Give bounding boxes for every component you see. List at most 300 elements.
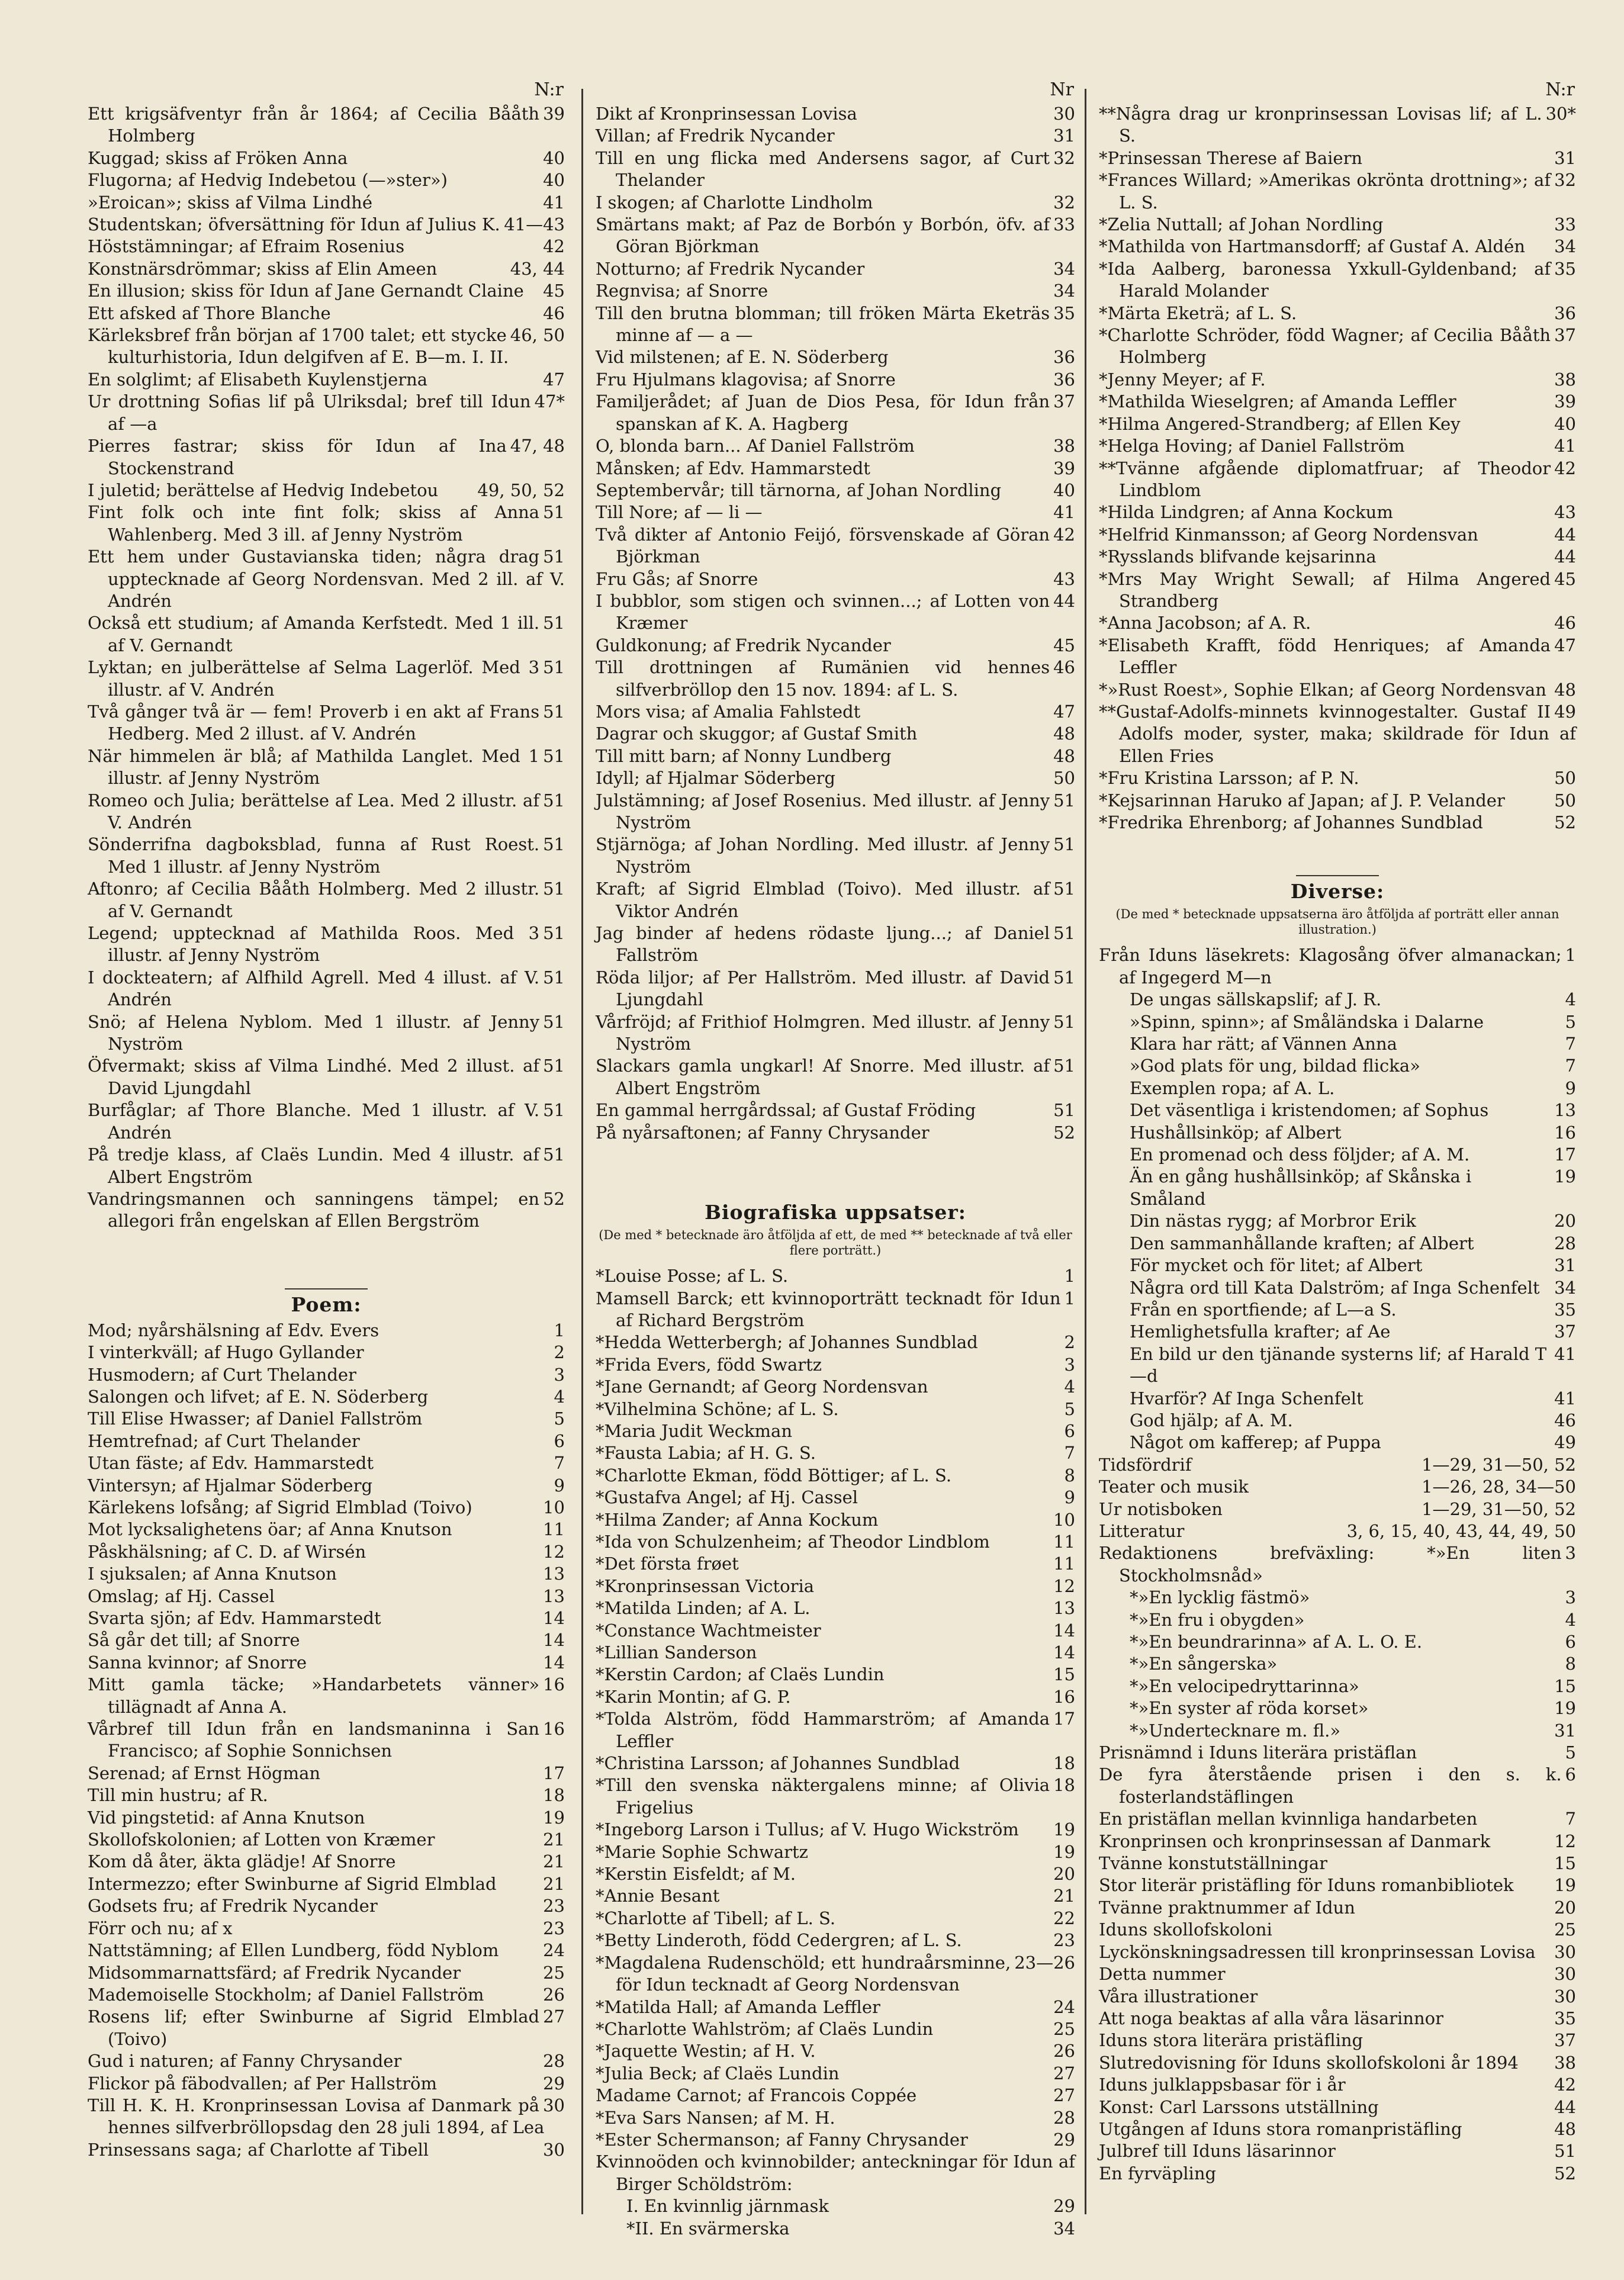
index-entry xyxy=(1099,1742,1576,1764)
entry-title: I sjuksalen; af Anna Knutson xyxy=(88,1564,337,1584)
entry-title: Rosens lif; efter Swinburne af Sigrid Elmblad (Toivo) xyxy=(88,2006,540,2049)
index-entry xyxy=(596,1664,1075,1686)
entry-title: **Tvänne afgående diplomatfruar; af Theodor Lindblom xyxy=(1099,458,1551,500)
entry-number: 51 xyxy=(543,745,565,766)
entry-title: *Mathilda von Hartmansdorff; af Gustaf A. Aldén xyxy=(1099,236,1525,257)
entry-title: Romeo och Julia; berättelse af Lea. Med 2 illustr. af V. Andrén xyxy=(88,790,540,832)
section-biographies-cont xyxy=(1099,103,1576,834)
index-entry xyxy=(596,2129,1075,2151)
entry-number: 48 xyxy=(1053,723,1075,744)
entry-number: 19 xyxy=(1053,1841,1075,1862)
entry-title: *Mathilda Wieselgren; af Amanda Leffler xyxy=(1099,391,1456,412)
index-entry xyxy=(1099,1388,1576,1410)
index-entry xyxy=(88,745,565,790)
index-entry xyxy=(88,147,565,169)
entry-number: 20 xyxy=(1554,1897,1576,1918)
index-entry xyxy=(596,369,1075,391)
entry-title: Mot lycksalighetens öar; af Anna Knutson xyxy=(88,1519,452,1540)
index-entry xyxy=(596,303,1075,347)
entry-title: *Annie Besant xyxy=(596,1886,720,1906)
section-poems-cont xyxy=(596,103,1075,1144)
entry-number: 32 xyxy=(1053,147,1075,168)
entry-number: 41 xyxy=(1554,1343,1576,1364)
entry-title: Månsken; af Edv. Hammarstedt xyxy=(596,458,870,478)
entry-number: 6 xyxy=(1565,1632,1576,1652)
entry-number: 13 xyxy=(543,1564,565,1584)
entry-number: 30 xyxy=(1554,1964,1576,1985)
entry-title: *Charlotte af Tibell; af L. S. xyxy=(596,1908,836,1928)
entry-title: Ur drottning Sofias lif på Ulriksdal; bref till Idun af —a xyxy=(88,391,531,434)
entry-number: 37 xyxy=(1053,391,1075,412)
entry-title: Smärtans makt; af Paz de Borbón y Borbón, öfv. af Göran Björkman xyxy=(596,214,1050,257)
index-entry xyxy=(1099,458,1576,502)
index-entry xyxy=(1099,214,1576,236)
index-entry xyxy=(88,2006,565,2050)
entry-number: 18 xyxy=(1053,1775,1075,1796)
index-entry xyxy=(1099,1454,1576,1476)
entry-number: 31 xyxy=(1554,1255,1576,1276)
index-entry xyxy=(596,1531,1075,1553)
index-entry xyxy=(596,1011,1075,1056)
entry-number: 51 xyxy=(543,701,565,722)
entry-title: Kronprinsen och kronprinsessan af Danmark xyxy=(1099,1831,1491,1851)
index-entry xyxy=(596,701,1075,723)
index-entry xyxy=(88,1144,565,1188)
index-entry xyxy=(1099,324,1576,369)
entry-number: 14 xyxy=(543,1630,565,1651)
index-entry xyxy=(88,2073,565,2095)
index-entry xyxy=(1099,1011,1576,1033)
entry-title: *»En beundrarinna» af A. L. O. E. xyxy=(1130,1632,1423,1652)
index-entry xyxy=(596,1509,1075,1531)
index-entry xyxy=(596,1398,1075,1420)
section-heading-poem: Poem: xyxy=(291,1292,362,1316)
entry-number: 23 xyxy=(543,1896,565,1916)
entry-number: 31 xyxy=(1554,147,1576,168)
index-entry xyxy=(88,169,565,191)
entry-number: 8 xyxy=(1064,1465,1075,1485)
entry-title: *Matilda Linden; af A. L. xyxy=(596,1598,811,1619)
entry-number: 51 xyxy=(543,1011,565,1032)
entry-title: *»En sångerska» xyxy=(1130,1654,1278,1674)
index-entry xyxy=(596,1885,1075,1907)
entry-number: 38 xyxy=(1053,436,1075,456)
entry-title: Iduns julklappsbasar för i år xyxy=(1099,2075,1346,2095)
entry-number: 19 xyxy=(1554,1698,1576,1719)
entry-title: Hemtrefnad; af Curt Thelander xyxy=(88,1430,360,1451)
entry-number: 40 xyxy=(543,170,565,191)
entry-title: Något om kafferep; af Puppa xyxy=(1130,1432,1381,1453)
entry-title: »Spinn, spinn»; af Småländska i Dalarne xyxy=(1130,1011,1484,1032)
index-entry xyxy=(1099,1676,1576,1697)
number-header: N:r xyxy=(534,79,564,100)
index-entry xyxy=(88,1586,565,1607)
entry-title: Pierres fastrar; skiss för Idun af Ina Stockenstrand xyxy=(88,436,507,478)
index-entry xyxy=(596,922,1075,967)
index-entry xyxy=(596,1819,1075,1841)
index-entry xyxy=(88,1055,565,1099)
entry-title: Till H. K. H. Kronprinsessan Lovisa af Danmark på hennes silfverbröllopsdag den 28 juli 1894, af Lea xyxy=(88,2095,545,2138)
index-entry xyxy=(1099,1255,1576,1276)
entry-title: *Helfrid Kinmansson; af Georg Nordensvan xyxy=(1099,524,1478,545)
entry-title: Kärleksbref från början af 1700 talet; ett stycke kulturhistoria, Idun delgifven af E. B—m. I. II. xyxy=(88,325,509,368)
entry-title: Tidsfördrif xyxy=(1099,1454,1192,1475)
entry-title: *Jenny Meyer; af F. xyxy=(1099,369,1266,390)
entry-number: 23—26 xyxy=(1014,1952,1075,1973)
entry-number: 3 xyxy=(1064,1354,1075,1375)
entry-number: 27 xyxy=(1053,2063,1075,2083)
index-entry xyxy=(1099,1033,1576,1055)
entry-number: 21 xyxy=(1053,1886,1075,1906)
entry-number: 44 xyxy=(1554,524,1576,545)
entry-number: 16 xyxy=(543,1674,565,1695)
entry-title: Ett afsked af Thore Blanche xyxy=(88,303,331,323)
index-entry xyxy=(88,1188,565,1233)
entry-number: 11 xyxy=(1053,1531,1075,1552)
index-entry xyxy=(596,1774,1075,1819)
entry-number: 49 xyxy=(1554,1432,1576,1453)
entry-title: *Frida Evers, född Swartz xyxy=(596,1354,822,1375)
index-entry xyxy=(1099,413,1576,435)
index-entry xyxy=(596,346,1075,368)
entry-title: I vinterkväll; af Hugo Gyllander xyxy=(88,1342,364,1363)
index-entry xyxy=(1099,303,1576,324)
index-entry xyxy=(1099,1099,1576,1121)
entry-number: 1 xyxy=(1064,1288,1075,1308)
index-entry xyxy=(596,1288,1075,1332)
entry-title: *Kerstin Eisfeldt; af M. xyxy=(596,1864,796,1885)
entry-number: 3 xyxy=(1565,1543,1576,1564)
index-entry xyxy=(88,1430,565,1452)
index-entry xyxy=(88,546,565,612)
entry-number: 51 xyxy=(543,1100,565,1121)
entry-title: »Eroican»; skiss af Vilma Lindhé xyxy=(88,192,373,213)
entry-title: Påskhälsning; af C. D. af Wirsén xyxy=(88,1541,366,1562)
index-entry xyxy=(596,1952,1075,1996)
entry-title: *»Undertecknare m. fl.» xyxy=(1130,1720,1341,1741)
entry-number: 17 xyxy=(543,1763,565,1783)
index-entry xyxy=(596,214,1075,258)
entry-number: 35 xyxy=(1554,2008,1576,2028)
index-entry xyxy=(1099,2118,1576,2140)
entry-number: 25 xyxy=(1053,2018,1075,2039)
entry-number: 34 xyxy=(1053,281,1075,301)
entry-number: 6 xyxy=(1565,1764,1576,1785)
index-entry xyxy=(88,391,565,435)
entry-number: 32 xyxy=(1053,192,1075,213)
index-entry xyxy=(88,967,565,1011)
entry-number: 29 xyxy=(543,2073,565,2094)
index-entry xyxy=(1099,989,1576,1011)
index-entry xyxy=(596,1376,1075,1398)
index-entry xyxy=(596,967,1075,1011)
index-entry xyxy=(1099,236,1576,258)
index-entry xyxy=(88,236,565,258)
entry-title: Ett krigsäfventyr från år 1864; af Cecilia Bååth Holmberg xyxy=(88,104,540,146)
index-entry xyxy=(596,1332,1075,1353)
entry-title: Jag binder af hedens rödaste ljung...; af Daniel Fallström xyxy=(596,923,1050,966)
index-entry xyxy=(88,2095,565,2139)
index-entry xyxy=(596,1620,1075,1642)
entry-number: 1 xyxy=(1565,945,1576,966)
entry-number: 51 xyxy=(543,923,565,944)
entry-title: Familjerådet; af Juan de Dios Pesa, för Idun från spanskan af K. A. Hagberg xyxy=(596,391,1050,434)
entry-number: 50 xyxy=(1554,768,1576,789)
index-entry xyxy=(88,612,565,657)
entry-number: 35 xyxy=(1053,303,1075,323)
entry-title: *Christina Larsson; af Johannes Sundblad xyxy=(596,1753,960,1774)
entry-number: 6 xyxy=(1064,1420,1075,1441)
index-entry xyxy=(596,1642,1075,1664)
index-entry xyxy=(596,1908,1075,1930)
entry-number: 45 xyxy=(1554,568,1576,589)
entry-number: 44 xyxy=(1053,590,1075,611)
entry-title: Lyckönskningsadressen till kronprinsessan Lovisa xyxy=(1099,1941,1536,1962)
entry-number: 41 xyxy=(1554,436,1576,456)
index-entry xyxy=(596,2085,1075,2107)
entry-number: 30 xyxy=(1053,104,1075,124)
index-entry xyxy=(88,1895,565,1917)
entry-title: *Anna Jacobson; af A. R. xyxy=(1099,613,1311,633)
index-entry xyxy=(88,1652,565,1674)
entry-number: 7 xyxy=(1565,1809,1576,1829)
index-entry xyxy=(88,369,565,391)
entry-title: Också ett studium; af Amanda Kerfstedt. Med 1 ill. af V. Gernandt xyxy=(88,613,540,655)
entry-number: 34 xyxy=(1554,1277,1576,1298)
entry-number: 4 xyxy=(1565,989,1576,1010)
index-entry xyxy=(1099,2074,1576,2096)
entry-number: 9 xyxy=(554,1475,565,1496)
entry-title: Flickor på fäbodvallen; af Per Hallström xyxy=(88,2073,437,2094)
entry-title: Legend; upptecknad af Mathilda Roos. Med 3 illustr. af Jenny Nyström xyxy=(88,923,540,966)
entry-number: 19 xyxy=(1554,1166,1576,1187)
index-entry xyxy=(88,1763,565,1784)
entry-title: Kom då åter, äkta glädje! Af Snorre xyxy=(88,1851,396,1872)
entry-title: Den sammanhållande kraften; af Albert xyxy=(1130,1233,1474,1253)
index-entry xyxy=(88,1364,565,1386)
entry-number: 51 xyxy=(1053,1056,1075,1076)
index-entry xyxy=(1099,1941,1576,1963)
entry-title: Två gånger två är — fem! Proverb i en akt af Frans Hedberg. Med 2 illust. af V. Andrén xyxy=(88,701,540,744)
entry-number: 29 xyxy=(1053,2196,1075,2217)
entry-number: 25 xyxy=(543,1962,565,1983)
index-entry xyxy=(1099,1697,1576,1719)
index-entry xyxy=(1099,2008,1576,2030)
entry-title: *Lillian Sanderson xyxy=(596,1642,757,1662)
entry-title: I. En kvinnlig järnmask xyxy=(626,2196,829,2217)
entry-title: Litteratur xyxy=(1099,1520,1185,1541)
index-entry xyxy=(88,1342,565,1364)
entry-number: 24 xyxy=(1053,1996,1075,2017)
entry-number: 37 xyxy=(1554,2030,1576,2051)
index-entry xyxy=(596,1265,1075,1287)
entry-number: 52 xyxy=(1053,1122,1075,1143)
section-heading-biografiska: Biografiska uppsatser: xyxy=(705,1201,966,1224)
entry-number: 30 xyxy=(1554,1941,1576,1962)
entry-title: *Kerstin Cardon; af Claës Lundin xyxy=(596,1664,885,1685)
entry-title: I bubblor, som stigen och svinnen...; af Lotten von Kræmer xyxy=(596,590,1050,633)
entry-title: Mitt gamla täcke; »Handarbetets vänner» tillägnadt af Anna A. xyxy=(88,1674,540,1717)
entry-title: Idyll; af Hjalmar Söderberg xyxy=(596,768,835,789)
entry-title: Klara har rätt; af Vännen Anna xyxy=(1130,1034,1397,1054)
entry-number: 42 xyxy=(1053,524,1075,545)
entry-title: De ungas sällskapslif; af J. R. xyxy=(1130,989,1382,1010)
entry-number: 30 xyxy=(543,2139,565,2160)
entry-title: *Gustafva Angel; af Hj. Cassel xyxy=(596,1487,858,1508)
index-entry xyxy=(596,1465,1075,1487)
entry-number: 48 xyxy=(1053,745,1075,766)
entry-title: Vid milstenen; af E. N. Söderberg xyxy=(596,347,889,368)
entry-title: Så går det till; af Snorre xyxy=(88,1630,300,1651)
entry-number: 43, 44 xyxy=(510,258,565,279)
entry-number: 36 xyxy=(1053,347,1075,368)
entry-title: Vintersyn; af Hjalmar Söderberg xyxy=(88,1475,373,1496)
index-entry xyxy=(1099,391,1576,413)
entry-number: 46, 50 xyxy=(510,325,565,346)
entry-title: Teater och musik xyxy=(1099,1477,1249,1497)
entry-number: 13 xyxy=(1554,1100,1576,1121)
index-entry xyxy=(1099,169,1576,214)
index-entry xyxy=(1099,524,1576,546)
entry-number: 37 xyxy=(1554,1321,1576,1342)
index-entry xyxy=(596,1575,1075,1597)
index-entry xyxy=(596,2018,1075,2040)
entry-title: Dagrar och skuggor; af Gustaf Smith xyxy=(596,723,918,744)
number-header: N:r xyxy=(1545,79,1575,100)
entry-title: *Fru Kristina Larsson; af P. N. xyxy=(1099,768,1359,789)
entry-number: 48 xyxy=(1554,2118,1576,2139)
index-entry xyxy=(596,1420,1075,1442)
entry-title: Ett hem under Gustavianska tiden; några drag upptecknade af Georg Nordensvan. Med 2 ill. af V. Andrén xyxy=(88,546,565,611)
entry-title: Septembervår; till tärnorna, af Johan Nordling xyxy=(596,480,1002,500)
index-entry xyxy=(1099,1166,1576,1210)
entry-number: 33 xyxy=(1554,214,1576,235)
index-entry xyxy=(88,1873,565,1895)
entry-number: 16 xyxy=(1554,1122,1576,1143)
index-entry xyxy=(596,834,1075,878)
entry-title: Gud i naturen; af Fanny Chrysander xyxy=(88,2051,402,2072)
index-entry xyxy=(88,280,565,302)
column-left xyxy=(88,77,565,2161)
entry-title: *»En lycklig fästmö» xyxy=(1130,1587,1310,1608)
index-entry xyxy=(88,1519,565,1541)
entry-number: 30 xyxy=(1554,1986,1576,2006)
entry-title: En pristäflan mellan kvinnliga handarbeten xyxy=(1099,1809,1478,1829)
entry-number: 23 xyxy=(1053,1930,1075,1951)
entry-title: Två dikter af Antonio Feijó, försvenskade af Göran Björkman xyxy=(596,524,1050,567)
index-entry xyxy=(596,524,1075,568)
entry-title: *Eva Sars Nansen; af M. H. xyxy=(596,2107,835,2128)
entry-title: Vårbref till Idun från en landsmaninna i San Francisco; af Sophie Sonnichsen xyxy=(88,1719,540,1761)
index-entry xyxy=(88,1807,565,1829)
index-entry xyxy=(88,701,565,745)
entry-title: God hjälp; af A. M. xyxy=(1130,1410,1293,1430)
entry-title: Vandringsmannen och sanningens tämpel; en allegori från engelskan af Ellen Bergström xyxy=(88,1188,540,1231)
entry-number: 21 xyxy=(543,1851,565,1872)
index-entry xyxy=(1099,1476,1576,1498)
entry-number: 7 xyxy=(1565,1034,1576,1054)
entry-title: Fint folk och inte fint folk; skiss af Anna Wahlenberg. Med 3 ill. af Jenny Nyström xyxy=(88,502,540,545)
entry-number: 45 xyxy=(543,281,565,301)
entry-number: 16 xyxy=(1053,1686,1075,1707)
entry-number: 50 xyxy=(1554,790,1576,811)
entry-number: 51 xyxy=(543,1056,565,1076)
index-entry xyxy=(1099,546,1576,568)
entry-number: 25 xyxy=(1554,1919,1576,1940)
entry-number: 51 xyxy=(1053,834,1075,855)
index-entry xyxy=(88,834,565,878)
index-entry xyxy=(88,501,565,546)
index-entry xyxy=(1099,2140,1576,2162)
index-entry xyxy=(596,1996,1075,2018)
index-entry xyxy=(596,2107,1075,2129)
entry-number: 51 xyxy=(543,502,565,523)
entry-title: Utan fäste; af Edv. Hammarstedt xyxy=(88,1453,374,1474)
entry-number: 31 xyxy=(1053,126,1075,146)
entry-number: 7 xyxy=(1565,1056,1576,1076)
entry-number: 36 xyxy=(1053,369,1075,390)
index-entry xyxy=(1099,1277,1576,1299)
entry-number: 34 xyxy=(1554,236,1576,257)
entry-title: **Några drag ur kronprinsessan Lovisas lif; af L. S. xyxy=(1099,104,1542,146)
index-entry xyxy=(88,258,565,280)
entry-title: Iduns skollofskoloni xyxy=(1099,1919,1272,1940)
index-entry xyxy=(88,103,565,147)
index-entry xyxy=(1099,635,1576,679)
index-entry xyxy=(1099,103,1576,147)
entry-number: 2 xyxy=(554,1342,565,1363)
entry-number: 8 xyxy=(1565,1654,1576,1674)
index-entry xyxy=(1099,1520,1576,1542)
index-entry xyxy=(596,1354,1075,1376)
index-entry xyxy=(1099,1542,1576,1587)
index-entry xyxy=(1099,1498,1576,1520)
entry-number: 11 xyxy=(1053,1554,1075,1574)
index-entry xyxy=(88,214,565,236)
index-entry xyxy=(596,1841,1075,1863)
entry-title: Mors visa; af Amalia Fahlstedt xyxy=(596,701,861,722)
entry-title: Julbref till Iduns läsarinnor xyxy=(1099,2141,1336,2162)
column-middle xyxy=(596,77,1075,2240)
index-entry xyxy=(88,1475,565,1497)
entry-number: 4 xyxy=(1064,1377,1075,1397)
entry-number: 33 xyxy=(1053,214,1075,235)
section-poems xyxy=(88,1320,565,2161)
entry-title: *Charlotte Schröder, född Wagner; af Cecilia Bååth Holmberg xyxy=(1099,325,1551,368)
index-entry xyxy=(88,878,565,922)
entry-number: 10 xyxy=(543,1497,565,1517)
index-entry xyxy=(596,458,1075,480)
entry-number: 3 xyxy=(554,1364,565,1385)
index-entry xyxy=(1099,1410,1576,1432)
entry-number: 19 xyxy=(1053,1819,1075,1840)
entry-title: *Charlotte Wahlström; af Claës Lundin xyxy=(596,2018,934,2039)
section-separator xyxy=(285,1288,368,1289)
index-entry xyxy=(596,192,1075,214)
entry-title: *»Rust Roest», Sophie Elkan; af Georg Nordensvan xyxy=(1099,679,1546,700)
entry-number: 49 xyxy=(1554,701,1576,722)
index-entry xyxy=(88,1320,565,1342)
index-entry xyxy=(1099,1897,1576,1919)
entry-number: 50 xyxy=(1053,768,1075,789)
entry-number: 34 xyxy=(1053,258,1075,279)
index-entry xyxy=(596,568,1075,590)
entry-title: *Ida von Schulzenheim; af Theodor Lindblom xyxy=(596,1531,990,1552)
entry-number: 11 xyxy=(543,1519,565,1540)
entry-title: Kvinnoöden och kvinnobilder; anteckningar för Idun af Birger Schöldström: xyxy=(596,2152,1075,2194)
index-entry xyxy=(596,635,1075,657)
entry-number: 3, 6, 15, 40, 43, 44, 49, 50 xyxy=(1346,1520,1576,1541)
